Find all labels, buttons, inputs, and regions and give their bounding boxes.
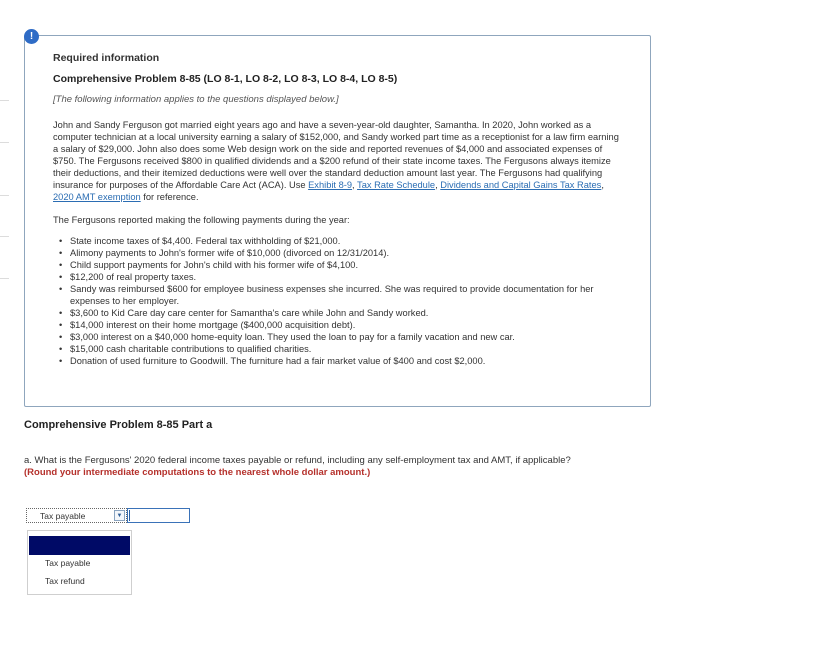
alert-icon: ! (24, 29, 39, 44)
exhibit-8-9-link[interactable]: Exhibit 8-9 (308, 180, 353, 190)
option-tax-payable[interactable]: Tax payable (45, 558, 91, 568)
payable-refund-select[interactable] (26, 508, 127, 523)
list-item: • State income taxes of $4,400. Federal tax withholding of $21,000. (59, 235, 622, 247)
list-item: • Sandy was reimbursed $600 for employee business expenses she incurred. She was required to provide documentation for her expenses to her employer. (59, 283, 622, 307)
tax-rate-schedule-link[interactable]: Tax Rate Schedule (357, 180, 436, 190)
left-rail (0, 100, 9, 280)
paragraph-text: John and Sandy Ferguson got married eight years ago and have a seven-year-old daughter, Samantha. In 2020, John worked as a computer technician at a local university earning a salary of $152,000, and Sandy worked part time as a receptionist for a law firm earning a salary of $29,000. John also does some Web design work on the side and reported revenues of $4,000 and associated expenses of $750. The Fergusons received $800 in qualified dividends and a $200 refund of their state income taxes. The Fergusons always itemize their deductions, and their itemized deductions were well over the standard deduction amount last year. The Fergusons had qualifying insurance for purposes of the Affordable Care Act (ACA). Use (53, 120, 619, 190)
part-title: Comprehensive Problem 8-85 Part a (24, 419, 213, 431)
chevron-down-icon[interactable]: ▼ (114, 510, 125, 521)
payments-list (53, 235, 622, 367)
text-caret (129, 510, 130, 521)
payments-intro: The Fergusons reported making the following payments during the year: (53, 215, 350, 225)
dividends-capital-gains-rates-link[interactable]: Dividends and Capital Gains Tax Rates (440, 180, 602, 190)
amount-input[interactable] (127, 508, 190, 523)
list-item: • $3,600 to Kid Care day care center for Samantha's care while John and Sandy worked. (59, 307, 622, 319)
list-item: • Donation of used furniture to Goodwill. The furniture had a fair market value of $400 and cost $2,000. (59, 355, 622, 367)
list-item: • $3,000 interest on a $40,000 home-equity loan. They used the loan to pay for a family vacation and new car. (59, 331, 622, 343)
select-value: Tax payable (40, 511, 86, 521)
problem-title: Comprehensive Problem 8-85 (LO 8-1, LO 8-2, LO 8-3, LO 8-4, LO 8-5) (53, 73, 398, 85)
rounding-note: (Round your intermediate computations to the nearest whole dollar amount.) (24, 467, 371, 478)
select-dropdown-menu (27, 530, 132, 595)
list-item: • Child support payments for John's child with his former wife of $4,100. (59, 259, 622, 271)
option-tax-refund[interactable]: Tax refund (45, 576, 85, 586)
list-item: • $14,000 interest on their home mortgage ($400,000 acquisition debt). (59, 319, 622, 331)
list-item: • $12,200 of real property taxes. (59, 271, 622, 283)
required-information-heading: Required information (53, 52, 160, 64)
applies-note: [The following information applies to the questions displayed below.] (53, 94, 339, 105)
list-item: • Alimony payments to John's former wife of $10,000 (divorced on 12/31/2014). (59, 247, 622, 259)
dropdown-highlighted-option[interactable] (29, 536, 130, 555)
list-item: • $15,000 cash charitable contributions to qualified charities. (59, 343, 622, 355)
problem-paragraph: John and Sandy Ferguson got married eight years ago and have a seven-year-old daughter, Samantha. In 2020, John worked as a computer technician at a local university earning a salary of $152,000, and Sandy worked part time as a receptionist for a law firm earning a salary of $29,000. John also does some Web design work on the side and reported revenues of $4,000 and associated expenses of $750. The Fergusons received $800 in qualified dividends and a $200 refund of their state income taxes. The Fergusons always itemize their deductions, and their itemized deductions were well over the standard deduction amount last year. The Fergusons had qualifying insurance for purposes of the Affordable Care Act (ACA). Use Exhibit 8-9, Tax Rate Schedule, Dividends and Capital Gains Tax Rates, 2020 AMT exemption for reference. (53, 120, 619, 202)
required-information-panel (24, 35, 651, 407)
question-text: a. What is the Fergusons' 2020 federal income taxes payable or refund, including any self-employment tax and AMT, if applicable? (24, 455, 571, 466)
amt-exemption-link[interactable]: 2020 AMT exemption (53, 192, 141, 202)
